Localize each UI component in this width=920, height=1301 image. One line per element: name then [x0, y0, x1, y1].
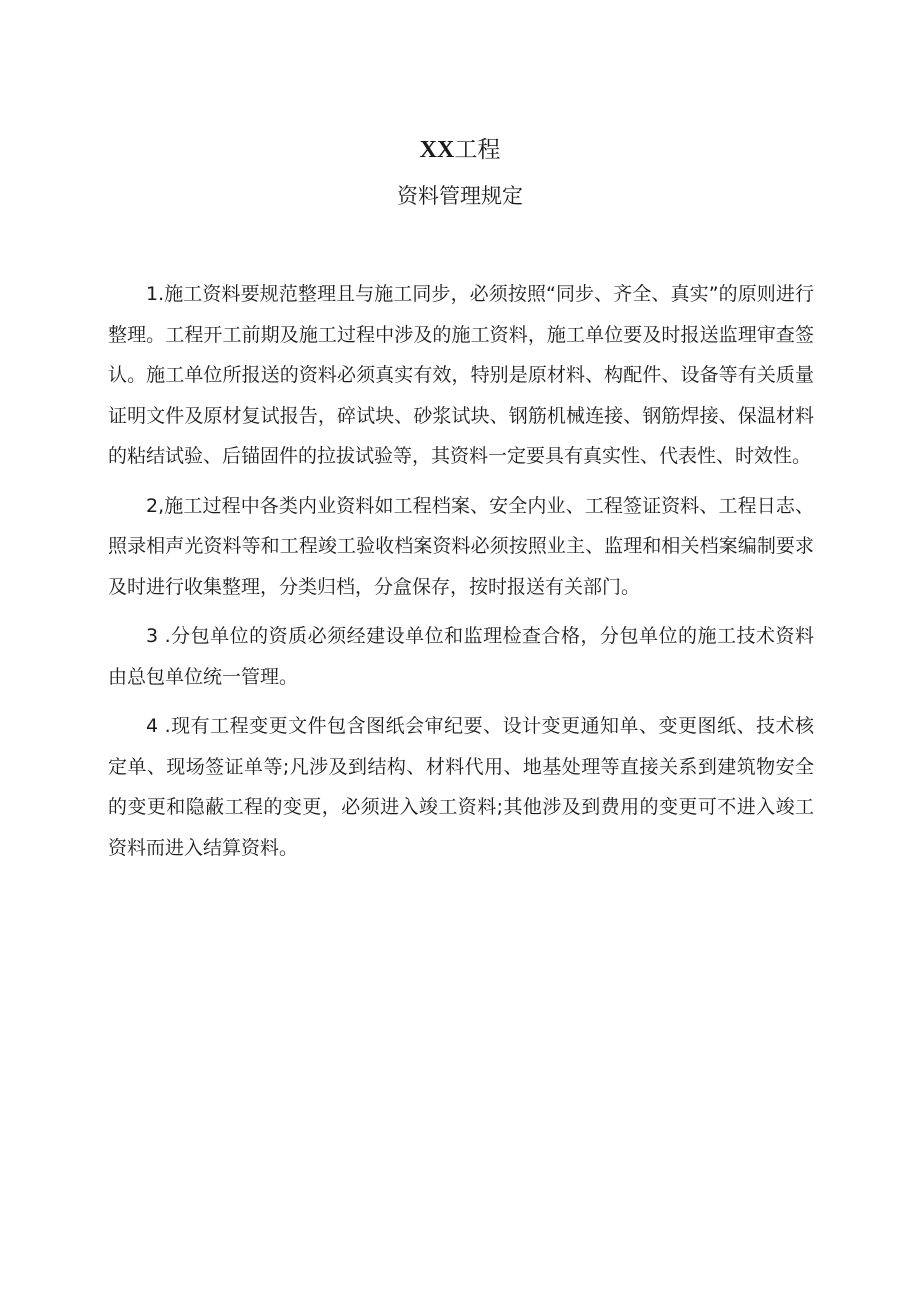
paragraph-2: 2,施工过程中各类内业资料如工程档案、安全内业、工程签证资料、工程日志、照录相声光资料等和工程竣工验收档案资料必须按照业主、监理和相关档案编制要求及时进行收集整理，分类归档，分盒保存，按时报送有关部门。 — [108, 494, 814, 598]
title-prefix: XX — [419, 137, 455, 163]
title-suffix: 工程 — [454, 137, 501, 163]
paragraph-1: 1.施工资料要规范整理且与施工同步，必须按照“同步、齐全、真实”的原则进行整理。工程开工前期及施工过程中涉及的施工资料，施工单位要及时报送监理审查签认。施工单位所报送的资料必须真实有效，特别是原材料、构配件、设备等有关质量证明文件及原材复试报告，碎试块、砂浆试块、钢筋机械连接、钢筋焊接、保温材料的粘结试验、后锚固件的拉拔试验等，其资料一定要具有真实性、代表性、时效性。 — [108, 283, 814, 467]
document-subtitle: 资料管理规定 — [397, 184, 523, 208]
document-body — [108, 274, 814, 877]
paragraph-3: 3 .分包单位的资质必须经建设单位和监理检查合格，分包单位的施工技术资料由总包单位统一管理。 — [108, 625, 814, 688]
document-title — [0, 128, 920, 172]
title-block — [0, 128, 920, 218]
paragraph-4: 4 .现有工程变更文件包含图纸会审纪要、设计变更通知单、变更图纸、技术核定单、现场签证单等;凡涉及到结构、材料代用、地基处理等直接关系到建筑物安全的变更和隐蔽工程的变更，必须进入竣工资料;其他涉及到费用的变更可不进入竣工资料而进入结算资料。 — [108, 715, 814, 859]
